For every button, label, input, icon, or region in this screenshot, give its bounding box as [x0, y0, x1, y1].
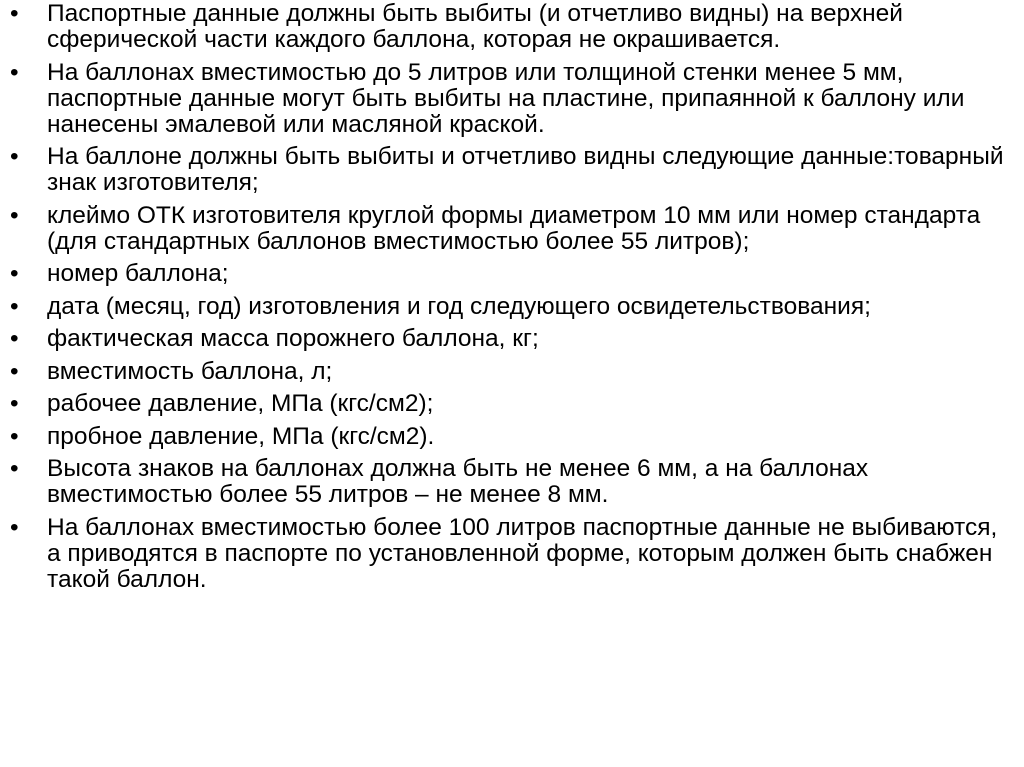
list-item-text: пробное давление, МПа (кгс/см2).: [47, 422, 435, 450]
bullet-icon: •: [10, 0, 19, 27]
bullet-icon: •: [10, 455, 19, 482]
bullet-list: [10, 1, 1014, 599]
list-item: [10, 261, 1014, 287]
list-item-text: Высота знаков на баллонах должна быть не менее 6 мм, а на баллонах вместимостью более 55 литров – не менее 8 мм.: [47, 455, 869, 508]
bullet-icon: •: [10, 292, 19, 320]
bullet-icon: •: [10, 513, 19, 541]
list-item: [10, 456, 1014, 508]
list-item: [10, 1, 1014, 53]
list-item: [10, 359, 1014, 385]
list-item-text: На баллонах вместимостью до 5 литров или толщиной стенки менее 5 мм, паспортные данные могут быть выбиты на пластине, припаянной к баллону или нанесены эмалевой или масляной краской.: [47, 58, 965, 138]
list-item-text: Паспортные данные должны быть выбиты (и отчетливо видны) на верхней сферической части каждого баллона, которая не окрашивается.: [47, 0, 903, 53]
list-item: [10, 60, 1014, 138]
list-item: [10, 424, 1014, 450]
list-item-text: номер баллона;: [47, 260, 229, 287]
list-item: [10, 515, 1014, 593]
list-item-text: рабочее давление, МПа (кгс/см2);: [47, 390, 434, 417]
list-item-text: фактическая масса порожнего баллона, кг;: [47, 325, 539, 352]
bullet-icon: •: [10, 390, 19, 417]
list-item-text: дата (месяц, год) изготовления и год следующего освидетельствования;: [47, 292, 871, 320]
list-item-text: На баллоне должны быть выбиты и отчетливо видны следующие данные:товарный знак изготовителя;: [47, 143, 1004, 196]
bullet-icon: •: [10, 325, 19, 352]
list-item: [10, 326, 1014, 352]
list-item-text: клеймо ОТК изготовителя круглой формы диаметром 10 мм или номер стандарта (для стандартных баллонов вместимостью более 55 литров);: [47, 201, 981, 255]
bullet-icon: •: [10, 357, 19, 385]
list-item-text: На баллонах вместимостью более 100 литров паспортные данные не выбиваются, а приводятся в паспорте по установленной форме, которым должен быть снабжен такой баллон.: [47, 513, 998, 593]
bullet-icon: •: [10, 201, 19, 229]
list-item-text: вместимость баллона, л;: [47, 357, 333, 385]
list-item: [10, 144, 1014, 196]
list-item: [10, 294, 1014, 320]
bullet-icon: •: [10, 260, 19, 287]
list-item: [10, 391, 1014, 417]
bullet-icon: •: [10, 143, 19, 170]
bullet-icon: •: [10, 58, 19, 86]
list-item: [10, 203, 1014, 255]
bullet-icon: •: [10, 422, 19, 450]
